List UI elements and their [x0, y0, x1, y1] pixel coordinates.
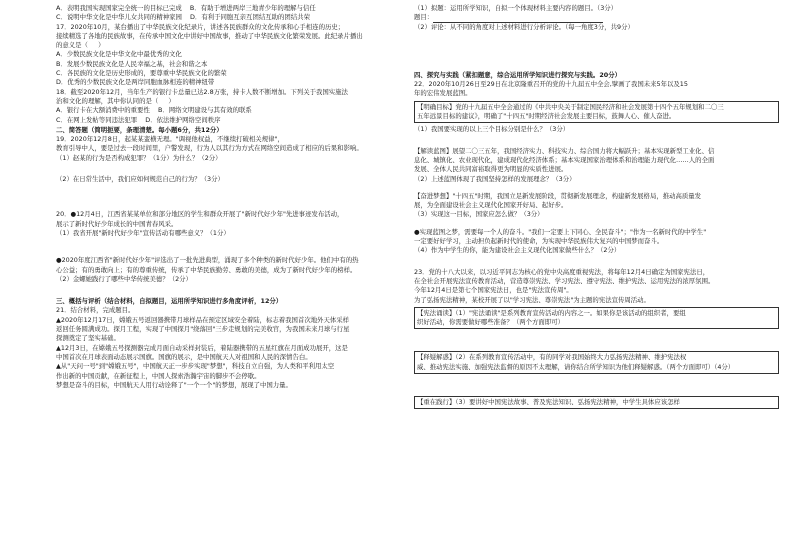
option-line: A．银行卡在大额消费中的重要性 B．网络文明建设与其有效的联系 [56, 106, 252, 115]
material-box [414, 101, 779, 124]
sub-question-box [414, 351, 779, 374]
material-text: 一定要好好学习，主动担负起新时代的使命，为实现中华民族伟大复兴的中国梦而奋斗。 [414, 237, 664, 246]
question-text: 接续精选了各地的民族故事，在传承中国文化中讲好中国故事，推动了中华民族文化繁荣发展。此纪录片播出 [56, 31, 363, 40]
sub-question: （3）实现这一目标，国家应怎么做？（3分） [414, 210, 544, 219]
sub-question: （4）作为中学生的你，能为建设社会主义现代化国家做些什么？（2分） [414, 246, 621, 255]
option-line: B．发展少数民族文化是人民幸福之基，社会和谐之本 [56, 59, 208, 68]
sub-question: （1）我国要实现的以上三个目标分别是什么？（3分） [414, 125, 570, 134]
material-text: 息化、城镇化、农业现代化，建成现代化经济体系；基本实现国家治理体系和治理能力现代化……人的全面 [414, 155, 715, 164]
material-text: 展，为全面建设社会主义现代化国家开好局、起好步。 [414, 201, 568, 210]
question-text: 今年12月4日是第七个国家宪法日，也是"宪法宣传周"。 [414, 286, 573, 295]
sub-question: （2）评论：从不同的角度对上述材料进行分析评论。（每一角度3分，共9分） [414, 22, 634, 31]
material-text: ▲2020年12月17日，嫦娥五号返回器携带月球样品在预定区域安全着陆，标志着我国首次地外天体采样 [56, 315, 350, 324]
sub-question-box [414, 307, 779, 330]
sub-question: 【释疑解惑】（2）在系列教育宣传活动中，有的同学对我国始终大力弘扬宪法精神、维护宪法权 [417, 353, 687, 362]
sub-question: （2）在日常生活中，我们应如何规范自己的行为？（3分） [56, 175, 224, 184]
question-text: 心公益；有的勇敢向上；有的尊重传统，传承了中华民族勤劳、勇敢的美德，成为了新时代好少年的榜样。 [56, 265, 357, 274]
sub-question: 【宪法诵读】（1）"宪法诵读"是系列教育宣传活动的内容之一。如果你是该活动的组织者，要组 [417, 308, 686, 317]
question-text: 18．截至2020年12月，当年生产的银行卡总量已达2.8万张，持卡人数不断增加。下列关于我国实施法 [56, 87, 348, 96]
material-text: 梦想是奋斗的目标，中国航天人用行动诠释了"一个一个"的梦想，展现了中国力量。 [56, 380, 292, 389]
sub-question-box [414, 396, 779, 409]
material-text: ▲12月3日，在嫦娥五号探测器完成月面自动采样封装后，着陆器携带的五星红旗在月面成功展开，这是 [56, 343, 348, 352]
question-text: 19．2020年12月8日，起某某蛮横无理。"调视他权益，不继续打破相关规律"， [56, 135, 284, 144]
material-text: 返回任务圆满成功。探月工程，实现了中国探月"绕落回"三步走规划的完美收官，为我国未来月球与行星 [56, 325, 350, 334]
answer-blank[interactable] [433, 15, 603, 23]
option-line: C．在网上发帖等同违法犯罪 D．依法维护网络空间秩序 [56, 115, 221, 124]
option-line: C．说明中华文化是中华儿女共同的精神家园 D．有利于同胞互亲互团结互助的团结共荣 [56, 13, 310, 22]
sub-question: 威、推动宪法实施、加强宪法监督的原因不太理解，请你结合所学知识为他们释疑解惑。（两个方面即可）（4分） [417, 362, 735, 371]
question-text: 在全社会开展宪法宣传教育活动，营造尊崇宪法、学习宪法、遵守宪法、维护宪法、运用宪法的浓厚氛围。 [414, 276, 715, 285]
material-text: 发展、全体人民共同富裕取得更为明显的实质性进展。 [414, 165, 568, 174]
material-text: ●实现蓝图之梦，需要每一个人的奋斗。"我们一定要上下同心、全民奋斗"；"作为一名新时代的中学生" [414, 227, 707, 236]
section-heading: 三、概括与评析（结合材料，自拟题目，运用所学知识进行多角度评析，12分） [56, 297, 283, 306]
question-text: 22．2020年10月26日至29日在北京隆重召开的党的十九届五中全会,擘画了我国未来5年以及15 [414, 80, 688, 89]
question-text: 年的宏伟发展蓝图。 [414, 89, 472, 98]
material-text: 作出新的中国贡献，在新征程上，中国人探索浩瀚宇宙的脚步不会停歇。 [56, 371, 261, 380]
question-text: 展示了新时代好少年成长的中国青春风采。 [56, 219, 178, 228]
material-text: 五年远景目标的建议》，明确了"十四五"时期经济社会发展主要目标，鼓舞人心、催人奋进。 [417, 112, 676, 121]
question-text: ●2020年度江西省"新时代好少年"评选出了一批先进典型，涌现了多个种类的新时代好少年。他们中有的热 [56, 256, 359, 265]
section-heading: 四、探究与实践（紧扣题意，综合运用所学知识进行探究与实践。20分） [414, 70, 622, 79]
question-text: 21．结合材料，完成题目。 [56, 306, 135, 315]
option-line: C．各民族的文化是历史形成的，要尊重中华民族文化的繁荣 [56, 69, 227, 78]
material-text: 【明确目标】党的十九届五中全会通过的《中共中央关于制定国民经济和社会发展第十四个五年规划和二〇三 [417, 102, 724, 111]
section-heading: 二、简答题（简明扼要，条理清楚。每小题6分，共12分） [56, 125, 223, 134]
option-line: A．少数民族文化是中华文化中最优秀的文化 [56, 50, 182, 59]
question-text: 17．2020年10月，某台播出了中华民族文化纪录片，讲述各民族群众的文化传承和心手相连的历史； [56, 22, 345, 31]
answer-line [414, 13, 779, 22]
answer-label: 题目： [414, 13, 434, 22]
material-text: 【奋进梦想】"十四五"时期，我国立足新发展阶段，贯彻新发展理念，构建新发展格局，推动高质量发 [414, 191, 702, 200]
left-column [56, 4, 406, 390]
sub-question: （1）我省开展"新时代好少年"宣传活动有哪些意义？（1分） [56, 228, 230, 237]
question-text: 20．●12月4日，江西省某某单位和部分地区的学生和群众开展了"新时代好少年"先进事迹发布活动， [56, 210, 344, 219]
question-text: 23．党的十八大以来，以习近平同志为核心的党中央高度重视宪法，将每年12月4日确定为国家宪法日， [414, 267, 710, 276]
material-text: 【解读蓝图】展望二〇三五年，我国经济实力、科技实力、综合国力将大幅跃升；基本实现新型工业化、信 [414, 146, 715, 155]
sub-question: （2）金螺她践行了哪些中华传统美德？（2分） [56, 274, 192, 283]
option-line: A．表明我国实现国家完全统一的目标已完成 B．有助于增进两岸三地青少年的理解与信任 [56, 4, 316, 12]
material-text: ▲从"天问一号"到"嫦娥五号"，中国航天正一步步实现"梦想"，科技自立自强，为人类和平利用太空 [56, 362, 335, 371]
question-text: 教育引导中人，要是过去一段时间里，户警发现，行为人以其行为方式在网络空间造成了相应的后果和影响。 [56, 144, 363, 153]
sub-question: （2）上述蓝图体现了我国坚持怎样的发展理念？（3分） [414, 174, 576, 183]
sub-question: 【重在践行】（3）要讲好中国宪法故事、普及宪法知识、弘扬宪法精神，中学生具体应该怎样 [417, 398, 680, 407]
sub-question: （1）赵某的行为是否构成犯罪？（1分）为什么？（2分） [56, 153, 222, 162]
material-text: 探测奠定了坚实基础。 [56, 334, 120, 343]
right-column [414, 4, 779, 411]
sub-question: 织好活动，你需要做好哪些准备？（两个方面即可） [417, 318, 564, 327]
question-text: 治和文化的理解，其中你认同的是（ ） [56, 96, 175, 105]
question-text: 为了弘扬宪法精神，某校开展了以"学习宪法、尊崇宪法"为主题的宪法宣传周活动。 [414, 295, 650, 304]
question-text: 的意义是（ ） [56, 41, 105, 50]
material-text: 中国首次在月球表面动态展示国旗。国旗的展示，是中国航天人对祖国和人民的深情告白。 [56, 352, 312, 361]
sub-question: （1）拟题：运用所学知识，自拟一个体现材料主要内容的题目。（3分） [414, 4, 618, 12]
option-line: D．优秀的少数民族文化是两岸同胞血脉相连的精神纽带 [56, 78, 215, 87]
